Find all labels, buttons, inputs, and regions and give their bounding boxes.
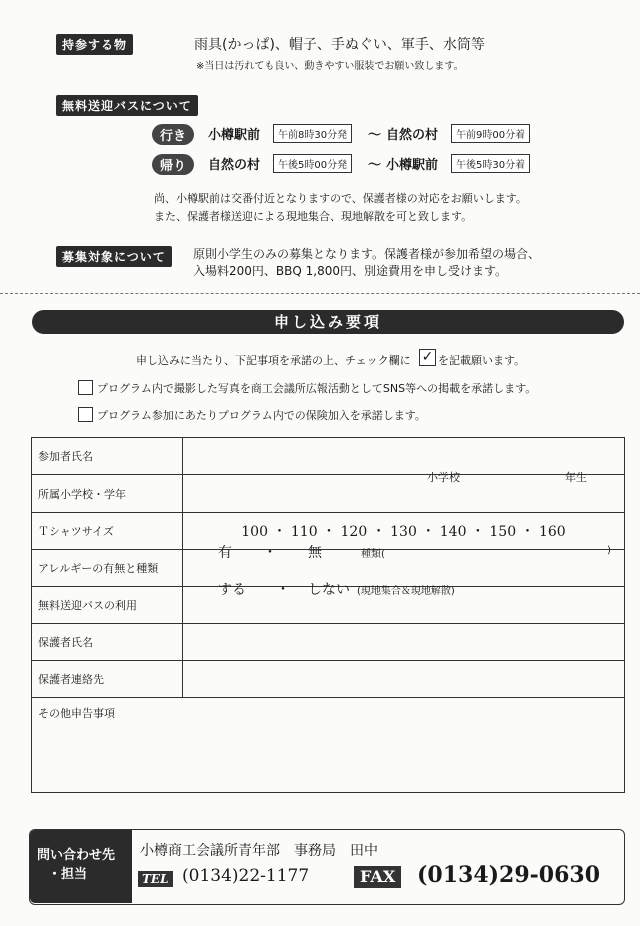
allergy-yes: 有 xyxy=(218,545,232,561)
tshirt-field[interactable] xyxy=(183,513,625,550)
items-label: 持参する物 xyxy=(56,34,133,55)
instruction-a: 申し込みに当たり、下記事項を承諾の上、チェック欄に xyxy=(136,354,411,367)
target-line-1: 原則小学生のみの募集となります。保護者様が参加希望の場合、 xyxy=(193,247,541,261)
participant-name-label: 参加者氏名 xyxy=(32,438,183,475)
school-label: 所属小学校・学年 xyxy=(32,475,183,513)
consent-1-text: プログラム内で撮影した写真を商工会議所広報活動としてSNS等への掲載を承諾します。 xyxy=(97,382,537,395)
return-to-time: 午後5時30分着 xyxy=(451,154,530,173)
other-notes-field[interactable] xyxy=(32,698,625,793)
tshirt-label: Ｔシャツサイズ xyxy=(32,513,183,550)
tel-number: (0134)22-1177 xyxy=(182,866,310,886)
bus-use-field[interactable] xyxy=(183,582,625,624)
consent-2-text: プログラム参加にあたりプログラム内での保険加入を承諾します。 xyxy=(97,409,426,422)
bus-note-2: また、保護者様送迎による現地集合、現地解散を可と致します。 xyxy=(154,210,473,223)
school-suffix: 小学校 xyxy=(427,471,460,484)
sample-check-icon: ✓ xyxy=(419,349,436,366)
tel-label: TEL xyxy=(138,871,173,887)
bus-use-label: 無料送迎バスの利用 xyxy=(32,587,183,624)
instruction-b: を記載願います。 xyxy=(438,354,526,367)
return-to: 小樽駅前 xyxy=(386,158,439,173)
allergy-type: 種類( xyxy=(361,549,385,560)
bus-note-1: 尚、小樽駅前は交番付近となりますので、保護者様の対応をお願いします。 xyxy=(154,192,527,205)
return-tag: 帰り xyxy=(152,154,194,175)
return-sep: 〜 xyxy=(368,158,382,173)
target-label: 募集対象について xyxy=(56,246,172,267)
outbound-to: 自然の村 xyxy=(386,128,439,143)
application-form xyxy=(31,437,625,793)
contact-label-1: 問い合わせ先 xyxy=(37,848,116,863)
target-line-2: 入場料200円、BBQ 1,800円、別途費用を申し受けます。 xyxy=(193,264,508,278)
other-notes-label: その他申告事項 xyxy=(38,707,115,720)
allergy-label: アレルギーの有無と種類 xyxy=(32,550,183,587)
items-note: ※当日は汚れても良い、動きやすい服装でお願い致します。 xyxy=(196,61,464,72)
contact-label-2: ・担当 xyxy=(48,867,88,882)
school-field[interactable] xyxy=(183,471,625,513)
bus-label: 無料送迎バスについて xyxy=(56,95,198,116)
outbound-tag: 行き xyxy=(152,124,194,145)
allergy-close: ) xyxy=(607,545,611,556)
bus-no-note: (現地集合＆現地解散) xyxy=(357,586,455,597)
cut-line xyxy=(0,293,640,294)
consent-1-checkbox[interactable] xyxy=(78,380,93,395)
tshirt-sizes: 100 ・ 110 ・ 120 ・ 130 ・ 140 ・ 150 ・ 160 xyxy=(241,524,566,540)
fax-number: (0134)29-0630 xyxy=(417,862,601,888)
bus-no: しない xyxy=(308,582,350,598)
bus-dot: ・ xyxy=(276,582,290,598)
items-text: 雨具(かっぱ)、帽子、手ぬぐい、軍手、水筒等 xyxy=(194,37,485,53)
application-header xyxy=(32,310,624,334)
allergy-dot: ・ xyxy=(263,545,277,561)
consent-2-checkbox[interactable] xyxy=(78,407,93,422)
outbound-to-time: 午前9時00分着 xyxy=(451,124,530,143)
outbound-from-time: 午前8時30分発 xyxy=(273,124,352,143)
guardian-name-label: 保護者氏名 xyxy=(32,624,183,661)
contact-org: 小樽商工会議所青年部 事務局 田中 xyxy=(140,843,378,859)
return-from: 自然の村 xyxy=(208,158,261,173)
guardian-name-field[interactable] xyxy=(183,624,625,661)
allergy-field[interactable] xyxy=(183,545,625,587)
guardian-contact-field[interactable] xyxy=(183,661,625,698)
fax-label: FAX xyxy=(354,866,401,888)
outbound-from: 小樽駅前 xyxy=(208,128,261,143)
allergy-no: 無 xyxy=(308,545,322,561)
guardian-contact-label: 保護者連絡先 xyxy=(32,661,183,698)
grade-suffix: 年生 xyxy=(565,471,587,484)
application-title: 申し込み要項 xyxy=(273,313,382,331)
participant-name-field[interactable] xyxy=(183,438,625,475)
bus-yes: する xyxy=(218,582,246,598)
return-from-time: 午後5時00分発 xyxy=(273,154,352,173)
outbound-sep: 〜 xyxy=(368,128,382,143)
